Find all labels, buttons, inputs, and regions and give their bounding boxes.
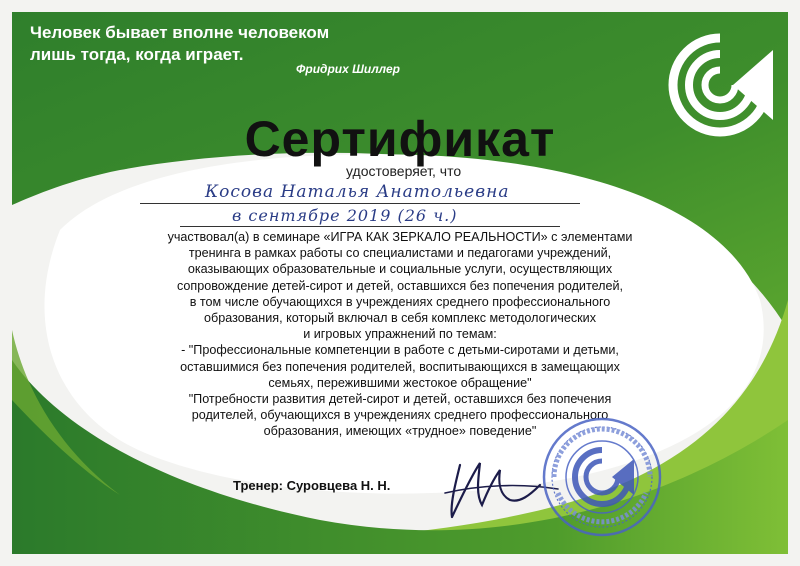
body-line: образования, который включал в себя комплекс методологических <box>204 311 596 326</box>
quote-author: Фридрих Шиллер <box>296 62 400 76</box>
certifies-text: удостоверяет, что <box>346 163 462 179</box>
body-line: - "Профессиональные компетенции в работе с детьми-сиротами и детьми, <box>181 343 619 358</box>
body-line: родителей, обучающихся в учреждениях среднего профессионального <box>191 408 609 423</box>
round-blue-stamp-icon <box>540 415 665 540</box>
body-line: участвовал(а) в семинаре «ИГРА КАК ЗЕРКАЛО РЕАЛЬНОСТИ» с элементами <box>167 230 633 244</box>
body-line: сопровождение детей-сирот и детей, оставшихся без попечения родителей, <box>176 278 624 293</box>
body-line: оставшимися без попечения родителей, воспитывающихся в замещающих <box>180 359 620 374</box>
trainer-name: Тренер: Суровцева Н. Н. <box>233 478 391 493</box>
body-line: оказывающих образовательные и социальные услуги, осуществляющих <box>187 262 613 277</box>
body-line: в том числе обучающихся в учреждениях среднего профессионального <box>189 294 611 309</box>
body-line: семьях, пережившими жестокое обращение" <box>268 375 532 390</box>
body-line: образования, имеющих «трудное» поведение" <box>263 424 537 439</box>
quote <box>30 22 329 66</box>
date-underline <box>180 226 560 227</box>
quote-line-2: лишь тогда, когда играет. <box>30 45 244 64</box>
body-line: и игровых упражнений по темам: <box>303 327 497 342</box>
certificate-title: Сертификат <box>244 111 556 167</box>
quote-line-1: Человек бывает вполне человеком <box>30 23 330 42</box>
name-underline <box>140 203 580 204</box>
body-line: тренинга в рамках работы со специалистами и педагогами учреждений, <box>188 246 612 261</box>
training-date: в сентябре 2019 (26 ч.) <box>232 206 458 225</box>
certificate-body <box>120 229 680 440</box>
body-line: "Потребности развития детей-сирот и детей, оставшихся без попечения <box>188 392 612 407</box>
recipient-name: Косова Наталья Анатольевна <box>205 182 510 202</box>
